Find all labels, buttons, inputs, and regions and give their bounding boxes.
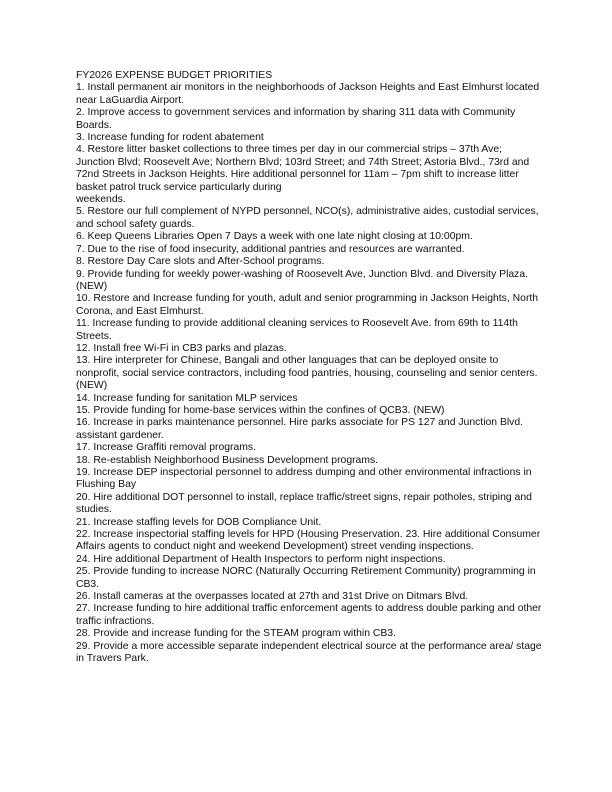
list-item: 5. Restore our full complement of NYPD personnel, NCO(s), administrative aides, custodial services, and school safety guards. [76, 206, 539, 230]
list-item: 25. Provide funding to increase NORC (Naturally Occurring Retirement Community) programming in CB3. [76, 566, 536, 590]
priority-list [76, 82, 542, 665]
list-item: 20. Hire additional DOT personnel to install, replace traffic/street signs, repair potholes, striping and studies. [76, 491, 532, 516]
document-body [76, 70, 542, 666]
list-item: 22. Increase inspectorial staffing levels for HPD (Housing Preservation. 23. Hire additional Consumer Affairs agents to conduct night and weekend Development) street vending inspections. [76, 529, 541, 553]
list-item: 8. Restore Day Care slots and After-School programs. [76, 256, 325, 268]
list-item: 7. Due to the rise of food insecurity, additional pantries and resources are warranted. [76, 243, 465, 255]
document-title: FY2026 EXPENSE BUDGET PRIORITIES [76, 70, 273, 81]
list-item: 9. Provide funding for weekly power-washing of Roosevelt Ave, Junction Blvd. and Diversity Plaza. (NEW) [76, 268, 529, 292]
list-item: 18. Re-establish Neighborhood Business Development programs. [76, 454, 379, 466]
list-item: 4. Restore litter basket collections to three times per day in our commercial strips – 37th Ave; Junction Blvd; Roosevelt Ave; Northern Blvd; 103rd Street; and 74th Street; Astoria Blvd., 73rd and 72nd Streets in Jackson Heights. Hire additional personnel for 11am – 7pm shift to increase litter basket patrol truck service particularly during [76, 144, 530, 193]
list-item: 28. Provide and increase funding for the STEAM program within CB3. [76, 628, 396, 640]
list-item: 15. Provide funding for home-base services within the confines of QCB3. (NEW) [76, 404, 445, 416]
list-item: 27. Increase funding to hire additional traffic enforcement agents to address double parking and other traffic infractions. [76, 603, 542, 627]
list-item: 6. Keep Queens Libraries Open 7 Days a week with one late night closing at 10:00pm. [76, 231, 473, 243]
list-item: 13. Hire interpreter for Chinese, Bangali and other languages that can be deployed onsite to nonprofit, social service contractors, including food pantries, housing, counseling and senior centers. (NEW) [76, 355, 538, 392]
list-item: 29. Provide a more accessible separate independent electrical source at the performance area/ stage in Travers Park. [76, 640, 542, 665]
list-item: 14. Increase funding for sanitation MLP services [76, 392, 298, 404]
list-item: 1. Install permanent air monitors in the neighborhoods of Jackson Heights and East Elmhurst located near LaGuardia Airport. [76, 82, 540, 106]
list-item: 17. Increase Graffiti removal programs. [76, 442, 256, 454]
list-item: 2. Improve access to government services and information by sharing 311 data with Community Boards. [76, 107, 516, 131]
list-item: 3. Increase funding for rodent abatement [76, 132, 264, 144]
list-item: 10. Restore and Increase funding for youth, adult and senior programming in Jackson Heights, North Corona, and East Elmhurst. [76, 293, 539, 317]
list-item: weekends. [76, 194, 126, 206]
list-item: 26. Install cameras at the overpasses located at 27th and 31st Drive on Ditmars Blvd. [76, 591, 469, 603]
list-item: 24. Hire additional Department of Health Inspectors to perform night inspections. [76, 553, 446, 565]
list-item: 19. Increase DEP inspectorial personnel to address dumping and other environmental infractions in Flushing Bay [76, 467, 532, 491]
list-item: 21. Increase staffing levels for DOB Compliance Unit. [76, 516, 322, 528]
list-item: 11. Increase funding to provide additional cleaning services to Roosevelt Ave. from 69th to 114th Streets. [76, 318, 518, 342]
list-item: 16. Increase in parks maintenance personnel. Hire parks associate for PS 127 and Junction Blvd. assistant gardener. [76, 417, 524, 441]
list-item: 12. Install free Wi-Fi in CB3 parks and plazas. [76, 342, 287, 354]
